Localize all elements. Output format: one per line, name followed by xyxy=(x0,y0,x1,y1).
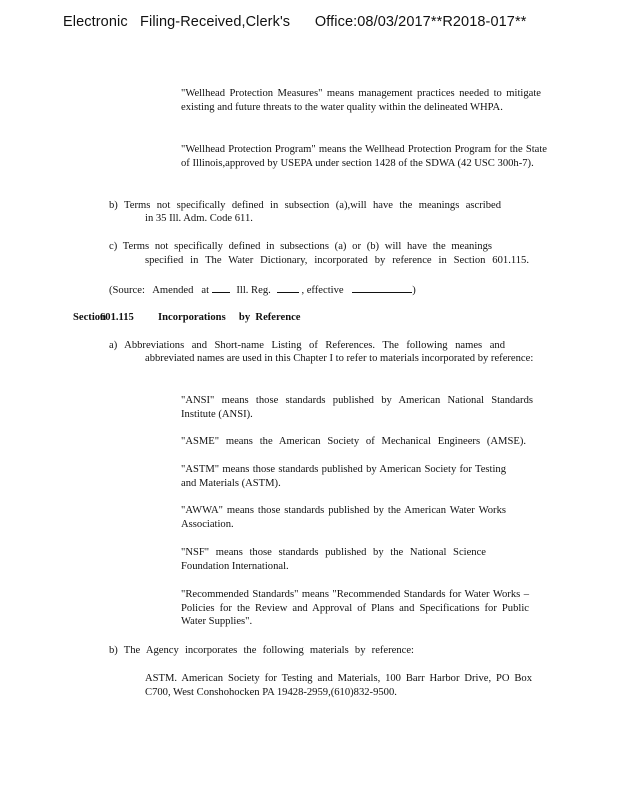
subsection-a-rest: abbreviated names are used in this Chapter I to refer to materials incorporated by reference: xyxy=(145,353,534,364)
source-mid2: , effective xyxy=(301,285,344,296)
subsection-c-line1: c) Terms not specifically defined in subsections (a) or (b) will have the meanings xyxy=(109,241,492,252)
astm-entry: ASTM. American Society for Testing and Materials, 100 Barr Harbor Drive, PO Box C700, West Conshohocken PA 19428-2959,(610)832-9500. xyxy=(145,673,532,698)
definition-wellhead-protection-program: "Wellhead Protection Program" means the Wellhead Protection Program for the State of Illinois,approved by USEPA under section 1428 of the SDWA (42 USC 300h-7). xyxy=(181,144,547,169)
blank-volume xyxy=(212,282,230,293)
subsection-b2: b) The Agency incorporates the following materials by reference: xyxy=(109,645,414,656)
abbr-awwa: "AWWA" means those standards published by the American Water Works Association. xyxy=(181,505,506,530)
subsection-a-line1: a) Abbreviations and Short-name Listing of References. The following names and xyxy=(109,340,505,351)
source-mid1: Ill. Reg. xyxy=(236,285,271,296)
blank-page xyxy=(277,282,299,293)
subsection-c-line2: specified in The Water Dictionary, incorporated by reference in Section 601.115. xyxy=(145,255,529,266)
abbr-nsf: "NSF" means those standards published by the National Science Foundation International. xyxy=(181,547,486,572)
filing-header: Electronic Filing-Received,Clerk's Office:08/03/2017**R2018-017** xyxy=(63,14,527,30)
abbr-astm: "ASTM" means those standards published by American Society for Testing and Materials (ASTM). xyxy=(181,464,506,489)
source-prefix: (Source: Amended at xyxy=(109,285,210,296)
section-number: 601.115 xyxy=(100,312,134,323)
section-label: Section xyxy=(73,312,106,323)
definition-wellhead-protection-measures: "Wellhead Protection Measures" means management practices needed to mitigate existing and future threats to the water quality within the delineated WHPA. xyxy=(181,88,541,113)
abbr-recommended-standards: "Recommended Standards" means "Recommended Standards for Water Works – Policies for the Review and Approval of Plans and Specifications for Public Water Supplies". xyxy=(181,589,529,627)
subsection-b-line1: b) Terms not specifically defined in subsection (a),will have the meanings ascribed xyxy=(109,200,501,211)
abbr-ansi: "ANSI" means those standards published by American National Standards Institute (ANSI). xyxy=(181,395,533,420)
source-suffix: ) xyxy=(412,285,416,296)
source-note xyxy=(109,282,439,298)
section-heading xyxy=(73,311,333,325)
blank-date xyxy=(352,282,412,293)
abbr-asme: "ASME" means the American Society of Mechanical Engineers (AMSE). xyxy=(181,436,526,447)
section-title: Incorporations by Reference xyxy=(158,312,301,323)
subsection-b-line2: in 35 Ill. Adm. Code 611. xyxy=(145,213,253,224)
